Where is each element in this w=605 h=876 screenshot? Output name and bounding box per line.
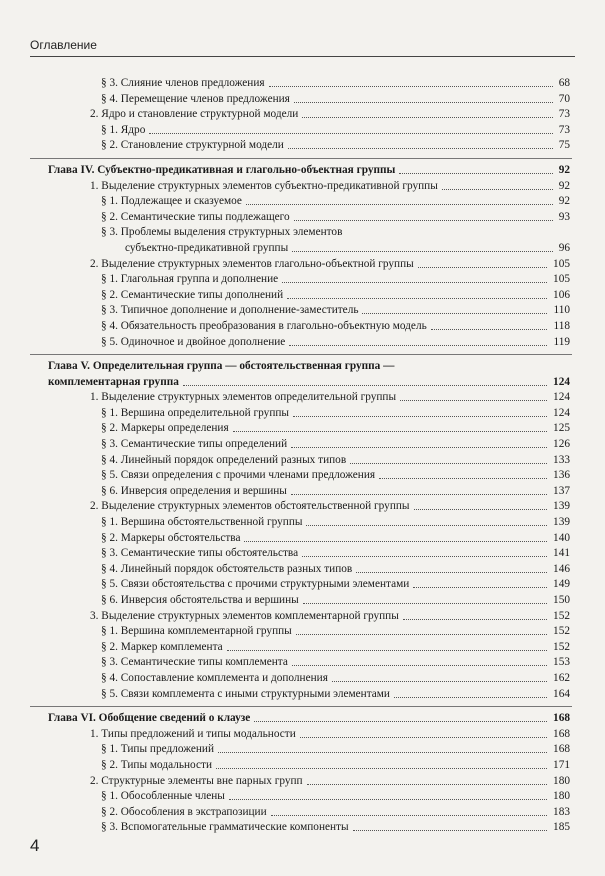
toc-section-entry[interactable] <box>0 107 605 123</box>
toc-subsection-entry[interactable] <box>0 272 605 288</box>
dot-leader <box>418 267 547 268</box>
toc-subsection-entry[interactable] <box>0 194 605 210</box>
dot-leader <box>292 251 553 252</box>
toc-subsection-entry[interactable] <box>0 789 605 805</box>
toc-entry-title: § 4. Сопоставление комплемента и дополнения <box>101 671 328 684</box>
toc-entry-page: 136 <box>553 469 570 482</box>
toc-section-entry[interactable] <box>0 774 605 790</box>
toc-subsection-entry[interactable] <box>0 640 605 656</box>
toc-subsection-entry[interactable] <box>0 468 605 484</box>
toc-subsection-entry[interactable] <box>0 421 605 437</box>
toc-entry-title: § 5. Связи обстоятельства с прочими структурными элементами <box>101 578 410 591</box>
toc-entry-title: § 5. Одиночное и двойное дополнение <box>101 335 286 348</box>
toc-entry-page: 152 <box>553 625 570 638</box>
toc-entry-title: § 2. Типы модальности <box>101 758 212 771</box>
dot-leader <box>227 650 547 651</box>
toc-entry-page: 139 <box>553 500 570 513</box>
toc-entry-page: 141 <box>553 547 570 560</box>
toc-entry-page: 168 <box>553 712 570 725</box>
toc-chapter-entry[interactable] <box>0 163 605 179</box>
toc-entry-page: 139 <box>553 516 570 529</box>
toc-entry-title: § 1. Подлежащее и сказуемое <box>101 195 242 208</box>
toc-subsection-entry[interactable] <box>0 671 605 687</box>
toc-entry-page: 168 <box>553 743 570 756</box>
dot-leader <box>271 815 547 816</box>
toc-entry-page: 105 <box>553 273 570 286</box>
toc-entry-page: 124 <box>553 375 570 388</box>
toc-entry-title: Глава V. Определительная группа — обстоятельственная группа — <box>48 360 395 373</box>
toc-entry-page: 183 <box>553 805 570 818</box>
toc-entry-title: § 1. Вершина определительной группы <box>101 406 290 419</box>
toc-entry-page: 153 <box>553 656 570 669</box>
toc-entry-title: § 3. Проблемы выделения структурных элементов <box>101 226 343 239</box>
toc-entry-title: 2. Выделение структурных элементов глагольно-объектной группы <box>90 257 414 270</box>
toc-subsection-entry[interactable] <box>0 624 605 640</box>
toc-subsection-entry[interactable] <box>0 484 605 500</box>
toc-entry-title: § 2. Семантические типы дополнений <box>101 288 284 301</box>
dot-leader <box>246 204 553 205</box>
toc-entry-title: 1. Выделение структурных элементов определительной группы <box>90 391 397 404</box>
toc-entry-page: 106 <box>553 288 570 301</box>
toc-subsection-entry[interactable] <box>0 562 605 578</box>
chapter-divider <box>0 702 605 711</box>
toc-entry-page: 152 <box>553 640 570 653</box>
dot-leader <box>183 385 547 386</box>
toc-entry-page: 180 <box>553 774 570 787</box>
dot-leader <box>413 587 547 588</box>
toc-subsection-entry[interactable] <box>0 288 605 304</box>
toc-entry-page: 96 <box>558 241 570 254</box>
toc-entry-title: § 4. Обязательность преобразования в глагольно-объектную модель <box>101 319 427 332</box>
running-head: Оглавление <box>30 38 97 52</box>
toc-entry-page: 93 <box>558 210 570 223</box>
dot-leader <box>306 525 547 526</box>
dot-leader <box>291 447 547 448</box>
dot-leader <box>400 400 547 401</box>
toc-entry-title: § 3. Семантические типы обстоятельства <box>101 547 299 560</box>
toc-subsection-entry[interactable] <box>0 437 605 453</box>
dot-leader <box>399 173 552 174</box>
dot-leader <box>300 737 547 738</box>
toc-entry-page: 68 <box>558 77 570 89</box>
toc-subsection-entry[interactable] <box>0 531 605 547</box>
toc-subsection-entry[interactable] <box>0 742 605 758</box>
toc-entry-page: 92 <box>558 195 570 208</box>
toc-entry-page: 124 <box>553 391 570 404</box>
toc-subsection-entry[interactable] <box>0 515 605 531</box>
chapter-divider <box>0 154 605 163</box>
dot-leader <box>379 478 547 479</box>
dot-leader <box>269 86 553 87</box>
chapter-divider <box>0 350 605 359</box>
toc-subsection-entry[interactable] <box>0 546 605 562</box>
toc-subsection-entry[interactable] <box>0 593 605 609</box>
dot-leader <box>282 282 547 283</box>
toc-entry-title: § 3. Семантические типы определений <box>101 438 288 451</box>
dot-leader <box>244 541 547 542</box>
toc-entry-title: § 2. Семантические типы подлежащего <box>101 210 290 223</box>
toc-entry-title: 1. Типы предложений и типы модальности <box>90 727 296 740</box>
toc-entry-title: § 2. Маркеры обстоятельства <box>101 531 241 544</box>
toc-entry-page: 152 <box>553 609 570 622</box>
dot-leader <box>233 431 547 432</box>
toc-entry-title: § 1. Ядро <box>101 123 146 136</box>
dot-leader <box>294 220 553 221</box>
toc-entry-page: 92 <box>558 179 570 192</box>
dot-leader <box>307 784 547 785</box>
toc-section-entry[interactable] <box>0 727 605 743</box>
toc-subsection-entry[interactable] <box>0 241 605 257</box>
toc-entry-page: 92 <box>558 163 570 176</box>
dot-leader <box>414 509 548 510</box>
toc-entry-page: 73 <box>558 108 570 121</box>
toc-entry-page: 164 <box>553 687 570 700</box>
toc-entry-title: 3. Выделение структурных элементов комплементарной группы <box>90 609 399 622</box>
dot-leader <box>229 799 547 800</box>
toc-entry-page: 70 <box>558 92 570 105</box>
toc-entry-page: 180 <box>553 790 570 803</box>
toc-entry-title: § 4. Линейный порядок обстоятельств разных типов <box>101 562 353 575</box>
dot-leader <box>292 665 547 666</box>
toc-entry-title: 2. Структурные элементы вне парных групп <box>90 774 303 787</box>
toc-entry-title: § 5. Связи определения с прочими членами предложения <box>101 469 376 482</box>
toc-entry-title: 2. Ядро и становление структурной модели <box>90 108 299 121</box>
toc-chapter-entry[interactable] <box>0 711 605 727</box>
toc-entry-title: § 5. Связи комплемента с иными структурными элементами <box>101 687 390 700</box>
toc-chapter-entry[interactable] <box>0 359 605 375</box>
toc-entry-title: Глава IV. Субъектно-предикативная и глагольно-объектная группы <box>48 163 396 176</box>
header-rule <box>30 56 575 57</box>
dot-leader <box>403 619 547 620</box>
toc-subsection-entry[interactable] <box>0 655 605 671</box>
toc-entry-title: 1. Выделение структурных элементов субъектно-предикативной группы <box>90 179 438 192</box>
toc-section-entry[interactable] <box>0 390 605 406</box>
toc-subsection-entry[interactable] <box>0 210 605 226</box>
toc-entry-page: 126 <box>553 438 570 451</box>
toc-subsection-entry[interactable] <box>0 820 605 836</box>
toc-subsection-entry[interactable] <box>0 805 605 821</box>
toc-subsection-entry[interactable] <box>0 687 605 703</box>
toc-entry-page: 133 <box>553 453 570 466</box>
toc-entry-page: 162 <box>553 671 570 684</box>
toc-subsection-entry[interactable] <box>0 225 605 241</box>
toc-entry-title: § 6. Инверсия обстоятельства и вершины <box>101 594 299 606</box>
toc-entry-page: 150 <box>553 594 570 606</box>
toc-entry-title: § 4. Линейный порядок определений разных типов <box>101 453 347 466</box>
toc-entry-title: § 3. Слияние членов предложения <box>101 77 265 89</box>
toc-entry-title: § 2. Маркер комплемента <box>101 640 223 653</box>
toc-section-entry[interactable] <box>0 179 605 195</box>
dot-leader <box>302 556 547 557</box>
dot-leader <box>218 752 547 753</box>
dot-leader <box>362 313 547 314</box>
dot-leader <box>332 681 547 682</box>
dot-leader <box>294 102 553 103</box>
toc-entry-title: § 1. Вершина комплементарной группы <box>101 625 292 638</box>
dot-leader <box>288 148 553 149</box>
toc-entry-title: Глава VI. Обобщение сведений о клаузе <box>48 712 251 725</box>
dot-leader <box>293 416 547 417</box>
toc-entry-page: 168 <box>553 727 570 740</box>
dot-leader <box>350 463 547 464</box>
toc-entry-title: § 3. Семантические типы комплемента <box>101 656 288 669</box>
toc-subsection-entry[interactable] <box>0 453 605 469</box>
dot-leader <box>254 721 547 722</box>
toc-entry-page: 185 <box>553 821 570 834</box>
toc-entry-title: § 2. Маркеры определения <box>101 422 229 435</box>
toc-entry-title: комплементарная группа <box>48 375 179 388</box>
dot-leader <box>431 329 548 330</box>
toc-entry-page: 140 <box>553 531 570 544</box>
toc-entry-page: 118 <box>553 319 570 332</box>
toc-entry-title: § 2. Обособления в экстрапозиции <box>101 805 267 818</box>
dot-leader <box>353 830 547 831</box>
dot-leader <box>302 117 552 118</box>
toc-subsection-entry[interactable] <box>0 76 605 92</box>
dot-leader <box>289 345 547 346</box>
toc-entry-page: 75 <box>558 139 570 152</box>
dot-leader <box>442 189 553 190</box>
dot-leader <box>296 634 547 635</box>
dot-leader <box>394 697 547 698</box>
toc-entry-title: § 1. Глагольная группа и дополнение <box>101 273 279 286</box>
toc-subsection-entry[interactable] <box>0 758 605 774</box>
toc-entry-title: § 2. Становление структурной модели <box>101 139 284 152</box>
toc-section-entry[interactable] <box>0 257 605 273</box>
toc-entry-title: 2. Выделение структурных элементов обстоятельственной группы <box>90 500 410 513</box>
dot-leader <box>291 494 547 495</box>
toc-entry-title: § 3. Вспомогательные грамматические компоненты <box>101 821 349 834</box>
toc-entry-page: 149 <box>553 578 570 591</box>
toc-subsection-entry[interactable] <box>0 335 605 351</box>
dot-leader <box>149 133 552 134</box>
toc-entry-title: § 1. Обособленные члены <box>101 790 225 803</box>
toc-entry-page: 137 <box>553 484 570 497</box>
toc-chapter-entry[interactable] <box>0 375 605 391</box>
dot-leader <box>287 298 547 299</box>
toc-subsection-entry[interactable] <box>0 123 605 139</box>
toc-entry-page: 124 <box>553 406 570 419</box>
toc-entry-page: 146 <box>553 562 570 575</box>
toc-entry-title: § 6. Инверсия определения и вершины <box>101 484 287 497</box>
dot-leader <box>216 768 547 769</box>
toc-subsection-entry[interactable] <box>0 406 605 422</box>
toc-subsection-entry[interactable] <box>0 577 605 593</box>
toc-entry-title: § 1. Вершина обстоятельственной группы <box>101 516 303 529</box>
table-of-contents <box>0 76 605 836</box>
toc-entry-title: субъектно-предикативной группы <box>125 241 289 254</box>
toc-entry-title: § 4. Перемещение членов предложения <box>101 92 290 105</box>
toc-entry-title: § 3. Типичное дополнение и дополнение-заместитель <box>101 304 359 317</box>
toc-subsection-entry[interactable] <box>0 138 605 154</box>
toc-subsection-entry[interactable] <box>0 319 605 335</box>
toc-entry-page: 105 <box>553 257 570 270</box>
page-number: 4 <box>30 836 40 855</box>
toc-subsection-entry[interactable] <box>0 303 605 319</box>
toc-subsection-entry[interactable] <box>0 92 605 108</box>
dot-leader <box>356 572 547 573</box>
toc-entry-page: 125 <box>553 422 570 435</box>
toc-entry-page: 119 <box>553 335 570 348</box>
toc-section-entry[interactable] <box>0 609 605 625</box>
toc-entry-page: 171 <box>553 758 570 771</box>
toc-section-entry[interactable] <box>0 499 605 515</box>
toc-entry-title: § 1. Типы предложений <box>101 743 215 756</box>
toc-entry-page: 110 <box>553 304 570 317</box>
toc-entry-page: 73 <box>558 123 570 136</box>
dot-leader <box>303 603 547 604</box>
